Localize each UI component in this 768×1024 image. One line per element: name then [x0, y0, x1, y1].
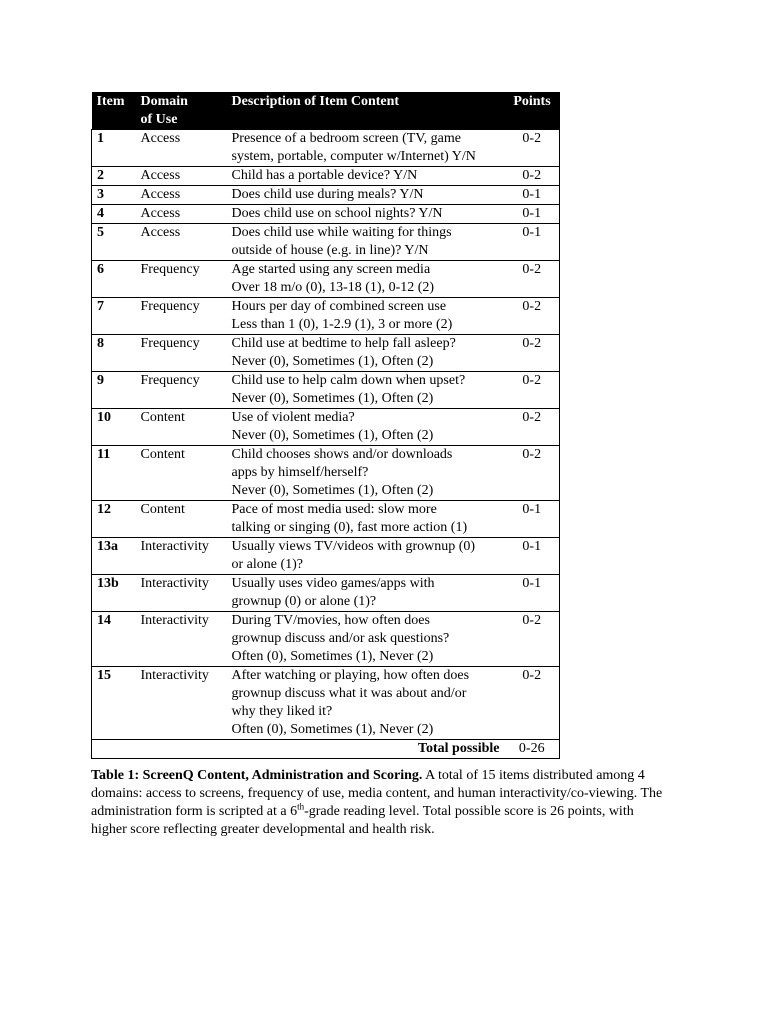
caption-superscript: th	[297, 801, 305, 812]
domain-of-use: Frequency	[136, 372, 227, 409]
item-number: 15	[92, 667, 136, 740]
item-description	[227, 261, 504, 298]
description-line: Does child use while waiting for things	[231, 225, 452, 240]
domain-of-use: Frequency	[136, 298, 227, 335]
table-row	[92, 409, 560, 446]
domain-of-use: Access	[136, 186, 227, 205]
domain-of-use: Content	[136, 501, 227, 538]
description-line: Does child use during meals? Y/N	[231, 187, 424, 202]
item-number: 11	[92, 446, 136, 501]
table-row	[92, 261, 560, 298]
item-number: 12	[92, 501, 136, 538]
item-points: 0-1	[504, 575, 560, 612]
table-row	[92, 205, 560, 224]
table-body	[92, 130, 560, 740]
domain-of-use: Interactivity	[136, 612, 227, 667]
description-line: Does child use on school nights? Y/N	[231, 206, 443, 221]
item-points: 0-2	[504, 409, 560, 446]
item-points: 0-2	[504, 446, 560, 501]
item-number: 10	[92, 409, 136, 446]
table-row	[92, 298, 560, 335]
description-line: apps by himself/herself?	[231, 465, 369, 480]
description-line: Never (0), Sometimes (1), Often (2)	[231, 483, 434, 498]
item-number: 9	[92, 372, 136, 409]
description-line: grownup discuss and/or ask questions?	[231, 631, 450, 646]
domain-of-use: Interactivity	[136, 575, 227, 612]
description-line: grownup discuss what it was about and/or	[231, 686, 467, 701]
item-points: 0-2	[504, 130, 560, 167]
item-description	[227, 501, 504, 538]
description-line: Presence of a bedroom screen (TV, game	[231, 131, 461, 146]
description-line: Usually views TV/videos with grownup (0)	[231, 539, 476, 554]
description-line: Less than 1 (0), 1-2.9 (1), 3 or more (2)	[231, 317, 453, 332]
item-description	[227, 409, 504, 446]
item-number: 8	[92, 335, 136, 372]
table-row	[92, 538, 560, 575]
item-number: 13a	[92, 538, 136, 575]
item-points: 0-1	[504, 205, 560, 224]
total-label: Total possible	[92, 740, 504, 759]
domain-of-use: Access	[136, 130, 227, 167]
table-header	[92, 92, 560, 130]
caption-text-end: -grade reading level. Total possible score is 26 points, with higher score reflecting greater developmental and health risk.	[91, 804, 634, 837]
description-line: Often (0), Sometimes (1), Never (2)	[231, 722, 434, 737]
table-row	[92, 575, 560, 612]
domain-of-use: Interactivity	[136, 538, 227, 575]
table-row	[92, 501, 560, 538]
description-line: Never (0), Sometimes (1), Often (2)	[231, 428, 434, 443]
item-points: 0-1	[504, 501, 560, 538]
screenq-table	[91, 92, 560, 759]
item-description	[227, 612, 504, 667]
description-line: Child use to help calm down when upset?	[231, 373, 466, 388]
table-row	[92, 372, 560, 409]
description-line: During TV/movies, how often does	[231, 613, 430, 628]
item-points: 0-2	[504, 261, 560, 298]
table-row	[92, 612, 560, 667]
description-line: Usually uses video games/apps with	[231, 576, 435, 591]
description-line: Often (0), Sometimes (1), Never (2)	[231, 649, 434, 664]
domain-of-use: Frequency	[136, 261, 227, 298]
item-number: 2	[92, 167, 136, 186]
domain-of-use: Access	[136, 167, 227, 186]
table-row	[92, 667, 560, 740]
domain-of-use: Frequency	[136, 335, 227, 372]
item-points: 0-2	[504, 167, 560, 186]
domain-of-use: Content	[136, 409, 227, 446]
item-description	[227, 224, 504, 261]
item-number: 1	[92, 130, 136, 167]
item-points: 0-2	[504, 667, 560, 740]
item-number: 3	[92, 186, 136, 205]
item-points: 0-2	[504, 335, 560, 372]
header-item: Item	[92, 92, 136, 130]
item-description	[227, 372, 504, 409]
header-description: Description of Item Content	[227, 92, 504, 130]
description-line: grownup (0) or alone (1)?	[231, 594, 377, 609]
description-line: Never (0), Sometimes (1), Often (2)	[231, 391, 434, 406]
domain-of-use: Access	[136, 224, 227, 261]
item-points: 0-2	[504, 298, 560, 335]
header-points: Points	[504, 92, 560, 130]
description-line: Over 18 m/o (0), 13-18 (1), 0-12 (2)	[231, 280, 435, 295]
description-line: After watching or playing, how often does	[231, 668, 470, 683]
item-description	[227, 446, 504, 501]
item-number: 13b	[92, 575, 136, 612]
item-points: 0-2	[504, 372, 560, 409]
item-description	[227, 298, 504, 335]
header-domain-line2: of Use	[140, 112, 178, 127]
description-line: talking or singing (0), fast more action (1)	[231, 520, 468, 535]
description-line: Age started using any screen media	[231, 262, 431, 277]
item-description	[227, 335, 504, 372]
description-line: Child chooses shows and/or downloads	[231, 447, 453, 462]
table-row	[92, 446, 560, 501]
description-line: Use of violent media?	[231, 410, 355, 425]
table-row	[92, 130, 560, 167]
item-number: 7	[92, 298, 136, 335]
table-row	[92, 335, 560, 372]
description-line: outside of house (e.g. in line)? Y/N	[231, 243, 429, 258]
item-points: 0-1	[504, 538, 560, 575]
item-description	[227, 538, 504, 575]
item-description	[227, 575, 504, 612]
caption-text: A total of 15 items distributed among 4 domains: access to screens, frequency of use, media content, and human interactivity/co-viewing. The administration form is scripted at a 6	[91, 768, 663, 819]
description-line: Hours per day of combined screen use	[231, 299, 447, 314]
description-line: Child use at bedtime to help fall asleep?	[231, 336, 456, 351]
item-description	[227, 167, 504, 186]
description-line: Child has a portable device? Y/N	[231, 168, 418, 183]
description-line: system, portable, computer w/Internet) Y/N	[231, 149, 476, 164]
item-number: 6	[92, 261, 136, 298]
description-line: why they liked it?	[231, 704, 333, 719]
item-description	[227, 205, 504, 224]
description-line: Pace of most media used: slow more	[231, 502, 437, 517]
item-description	[227, 186, 504, 205]
header-domain	[136, 92, 227, 130]
domain-of-use: Content	[136, 446, 227, 501]
table-row	[92, 224, 560, 261]
item-number: 5	[92, 224, 136, 261]
table-row	[92, 167, 560, 186]
item-points: 0-2	[504, 612, 560, 667]
total-row	[92, 740, 560, 759]
total-points: 0-26	[504, 740, 560, 759]
item-points: 0-1	[504, 224, 560, 261]
header-row	[92, 92, 560, 130]
item-number: 14	[92, 612, 136, 667]
item-points: 0-1	[504, 186, 560, 205]
table-row	[92, 186, 560, 205]
description-line: or alone (1)?	[231, 557, 304, 572]
description-line: Never (0), Sometimes (1), Often (2)	[231, 354, 434, 369]
caption-title: Table 1: ScreenQ Content, Administration and Scoring.	[91, 768, 423, 783]
item-description	[227, 130, 504, 167]
domain-of-use: Interactivity	[136, 667, 227, 740]
table-caption	[91, 767, 671, 839]
domain-of-use: Access	[136, 205, 227, 224]
item-number: 4	[92, 205, 136, 224]
header-domain-line1: Domain	[140, 94, 188, 109]
item-description	[227, 667, 504, 740]
